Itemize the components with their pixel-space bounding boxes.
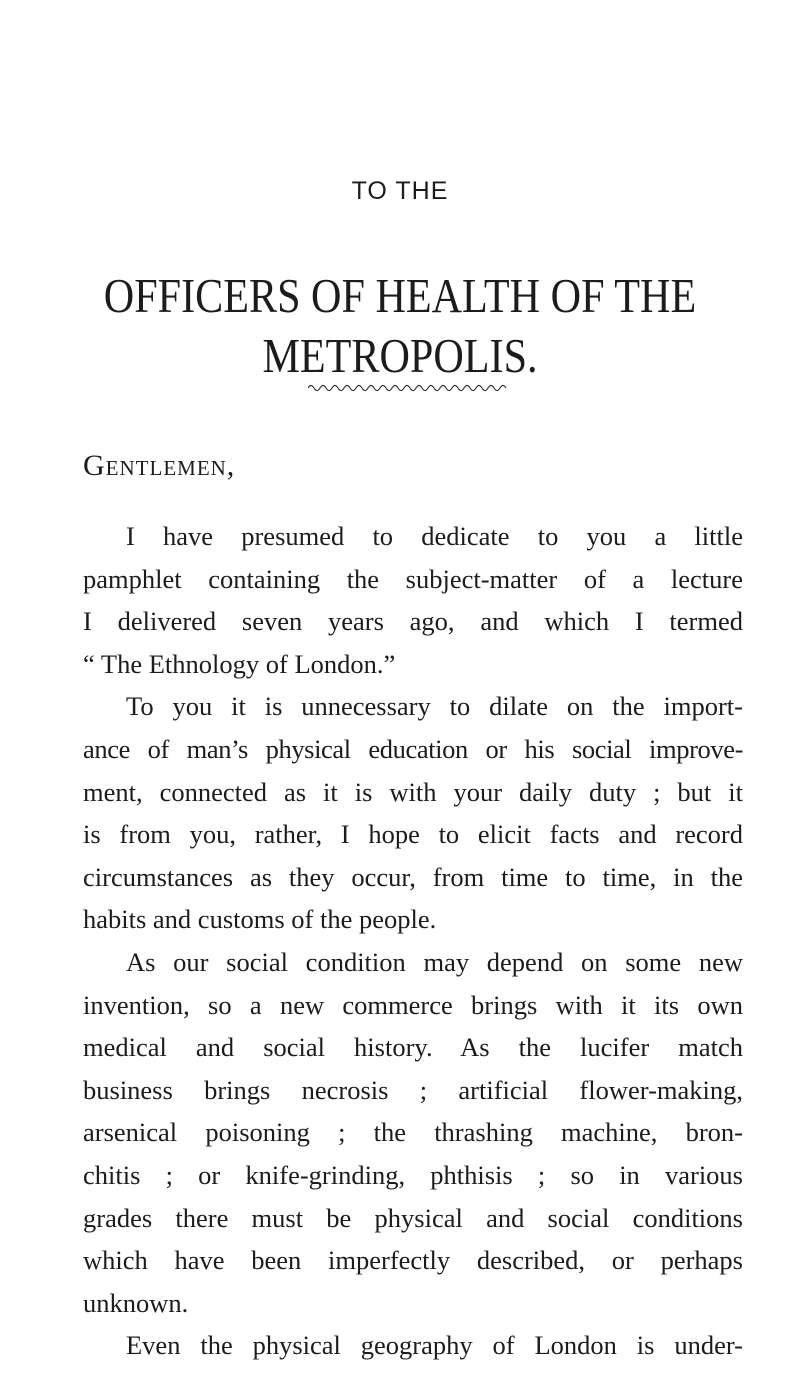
paragraph-4 bbox=[83, 1324, 743, 1367]
text-line: is from you, rather, I hope to elicit facts and record bbox=[83, 819, 743, 850]
text-line: chitis ; or knife-grinding, phthisis ; so in various bbox=[83, 1159, 743, 1190]
text-line: medical and social history. As the lucifer match bbox=[83, 1032, 743, 1063]
dedication-title: OFFICERS OF HEALTH OF THE METROPOLIS. bbox=[103, 268, 697, 383]
text-line: pamphlet containing the subject-matter of a lecture bbox=[83, 563, 743, 594]
text-line: ance of man’s physical education or his social improve- bbox=[83, 733, 743, 764]
text-line: To you it is unnecessary to dilate on the import- bbox=[126, 691, 743, 722]
text-line: I have presumed to dedicate to you a little bbox=[126, 521, 743, 551]
text-line: grades there must be physical and social conditions bbox=[83, 1202, 743, 1233]
text-line: unknown. bbox=[83, 1287, 189, 1318]
text-line: habits and customs of the people. bbox=[83, 904, 437, 935]
text-line: invention, so a new commerce brings with it its own bbox=[83, 989, 743, 1020]
salutation: Gentlemen, bbox=[83, 449, 236, 482]
dedication-heading: TO THE bbox=[351, 177, 449, 205]
wavy-rule-line bbox=[308, 386, 506, 391]
text-line: which have been imperfectly described, or perhaps bbox=[83, 1245, 743, 1276]
text-line: “ The Ethnology of London.” bbox=[83, 648, 396, 679]
text-line: circumstances as they occur, from time to time, in the bbox=[83, 861, 743, 892]
body-text bbox=[83, 515, 743, 1367]
text-line: I delivered seven years ago, and which I termed bbox=[83, 606, 743, 637]
text-line: As our social condition may depend on some new bbox=[126, 946, 743, 977]
text-line: business brings necrosis ; artificial flower-making, bbox=[83, 1074, 743, 1105]
paragraph-1 bbox=[83, 515, 743, 685]
paragraph-2 bbox=[83, 685, 743, 941]
text-line: arsenical poisoning ; the thrashing machine, bron- bbox=[83, 1117, 743, 1148]
text-line: ment, connected as it is with your daily duty ; but it bbox=[83, 776, 743, 807]
text-line: Even the physical geography of London is under- bbox=[126, 1330, 743, 1361]
paragraph-3 bbox=[83, 941, 743, 1324]
wavy-rule-ornament bbox=[308, 382, 508, 394]
